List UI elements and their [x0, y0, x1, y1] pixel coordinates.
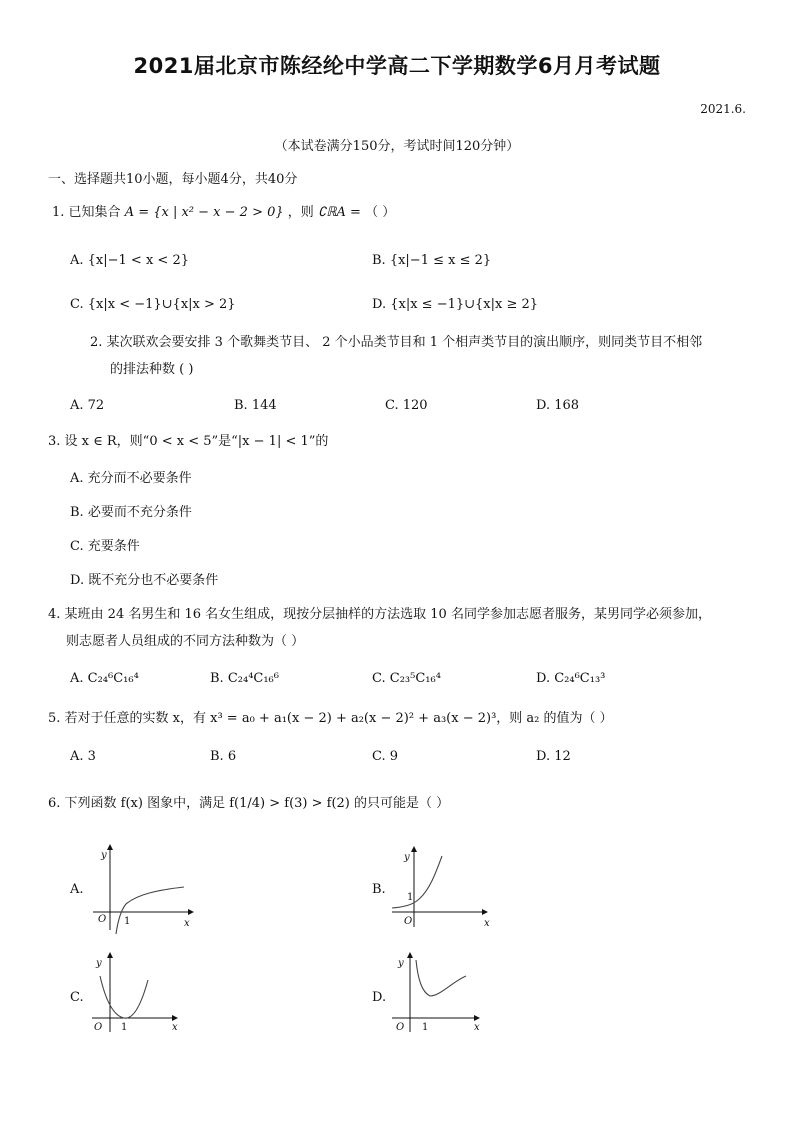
- graph-a-x-label: x: [184, 918, 190, 929]
- graph-d-y-label: y: [398, 958, 404, 969]
- graph-b-y-arrow: [411, 846, 417, 852]
- graph-c-x-label: x: [172, 1022, 178, 1033]
- graph-b-x-label: x: [484, 918, 490, 929]
- q5-option-d: D. 12: [536, 749, 571, 764]
- q1-option-a: A. {x|−1 < x < 2}: [70, 253, 189, 268]
- question-3-stem: 3. 设 x ∈ R，则“0 < x < 5”是“|x − 1| < 1”的: [48, 434, 329, 449]
- graph-d-y-arrow: [407, 952, 413, 958]
- q2-option-a: A. 72: [70, 398, 105, 413]
- graph-c-y-arrow: [107, 952, 113, 958]
- q5-option-b: B. 6: [210, 749, 237, 764]
- graph-b-x-arrow: [482, 909, 488, 915]
- exam-date: 2021.6.: [700, 102, 746, 116]
- graph-b: [390, 842, 500, 932]
- question-5-stem: 5. 若对于任意的实数 x，有 x³ = a₀ + a₁(x − 2) + a₂(x − 2)² + a₃(x − 2)³，则 a₂ 的值为（ ）: [48, 711, 613, 726]
- q2-option-d: D. 168: [536, 398, 580, 413]
- q1-option-b: B. {x|−1 ≤ x ≤ 2}: [372, 253, 492, 268]
- graph-b-curve: [392, 856, 442, 908]
- graph-d-origin: O: [396, 1022, 405, 1033]
- q3-option-b: B. 必要而不充分条件: [70, 505, 192, 520]
- graph-d-x-label: x: [474, 1022, 480, 1033]
- graph-c: [88, 950, 188, 1035]
- q1-set-definition: A = {x | x² − x − 2 > 0}: [124, 205, 284, 220]
- exam-note: （本试卷满分150分，考试时间120分钟）: [274, 139, 520, 154]
- q1-prefix: 1. 已知集合: [52, 205, 121, 220]
- question-6-stem: 6. 下列函数 f(x) 图象中，满足 f(1/4) > f(3) > f(2) 的只可能是（ ）: [48, 796, 450, 811]
- graph-d-label: D.: [372, 990, 387, 1005]
- graph-a: [88, 842, 198, 932]
- graph-c-tick: 1: [121, 1022, 128, 1033]
- graph-d-curve: [416, 960, 466, 996]
- q4-option-b: B. C₂₄⁴C₁₆⁶: [210, 671, 279, 686]
- graph-a-tick: 1: [124, 916, 131, 927]
- q4-option-a: A. C₂₄⁶C₁₆⁴: [70, 671, 139, 686]
- graph-b-origin: O: [404, 916, 413, 927]
- q3-option-d: D. 既不充分也不必要条件: [70, 573, 219, 588]
- q4-option-d: D. C₂₄⁶C₁₃³: [536, 671, 606, 686]
- graph-a-label: A.: [70, 882, 84, 897]
- graph-b-y-label: y: [404, 852, 410, 863]
- question-1-stem: [52, 204, 395, 222]
- graph-b-label: B.: [372, 882, 386, 897]
- graph-c-curve: [100, 976, 148, 1018]
- question-4-line-2: 则志愿者人员组成的不同方法种数为（ ）: [66, 634, 305, 649]
- q1-option-d: D. {x|x ≤ −1}∪{x|x ≥ 2}: [372, 297, 539, 312]
- q3-option-c: C. 充要条件: [70, 539, 140, 554]
- graph-c-origin: O: [94, 1022, 103, 1033]
- question-2-line-1: 2. 某次联欢会要安排 3 个歌舞类节目、 2 个小品类节目和 1 个相声类节目的演出顺序，则同类节目不相邻: [90, 335, 703, 350]
- graph-a-x-arrow: [188, 909, 194, 915]
- graph-c-y-label: y: [96, 958, 102, 969]
- q2-option-c: C. 120: [385, 398, 428, 413]
- q1-complement: ∁ℝA: [317, 205, 346, 220]
- graph-a-y-arrow: [107, 844, 113, 850]
- q3-option-a: A. 充分而不必要条件: [70, 471, 192, 486]
- question-2-line-2: 的排法种数 ( ): [110, 362, 194, 377]
- q4-option-c: C. C₂₃⁵C₁₆⁴: [372, 671, 441, 686]
- section-heading: 一、选择题共10小题，每小题4分，共40分: [48, 172, 298, 187]
- graph-a-origin: O: [98, 914, 107, 925]
- graph-a-y-label: y: [101, 850, 107, 861]
- q1-option-c: C. {x|x < −1}∪{x|x > 2}: [70, 297, 236, 312]
- graph-c-x-arrow: [172, 1015, 178, 1021]
- q1-tail: = （ ）: [350, 205, 396, 220]
- graph-d-tick: 1: [422, 1022, 429, 1033]
- q2-option-b: B. 144: [234, 398, 277, 413]
- q5-option-a: A. 3: [70, 749, 96, 764]
- question-4-line-1: 4. 某班由 24 名男生和 16 名女生组成，现按分层抽样的方法选取 10 名同学参加志愿者服务，某男同学必须参加，: [48, 607, 711, 622]
- q5-option-c: C. 9: [372, 749, 399, 764]
- page-title: 2021届北京市陈经纶中学高二下学期数学6月月考试题: [133, 54, 661, 78]
- graph-c-label: C.: [70, 990, 84, 1005]
- graph-d-x-arrow: [474, 1015, 480, 1021]
- q1-mid: ，则: [287, 205, 314, 220]
- graph-b-tick: 1: [407, 892, 414, 903]
- graph-d: [390, 950, 490, 1035]
